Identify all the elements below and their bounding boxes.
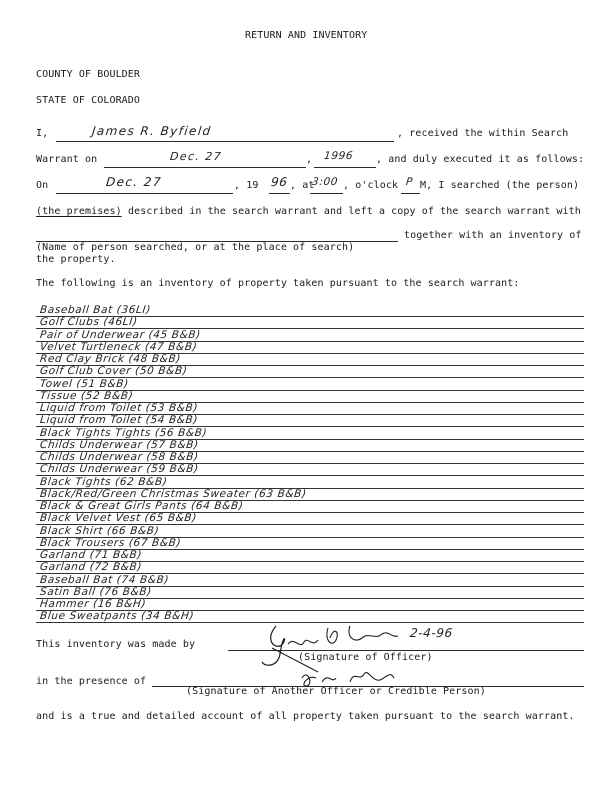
inventory-item-text: Blue Sweatpants (34 B&H) (39, 610, 195, 623)
inventory-item-text: Towel (51 B&B) (39, 377, 130, 390)
presence-prefix: in the presence of (36, 676, 147, 687)
officer-name-handwritten: James R. Byfield (91, 124, 213, 138)
execution-year-rule (269, 193, 290, 194)
premises-selected: (the premises) (36, 206, 122, 217)
name-caption: (Name of person searched, or at the place of search) (36, 242, 355, 253)
warrant-year-rule (314, 167, 376, 168)
inventory-item-text: Black/Red/Green Christmas Sweater (63 B&B) (39, 487, 308, 500)
line3-at: , at (290, 180, 315, 191)
line3-sep: , 19 (234, 180, 259, 191)
warrant-date-handwritten: Dec. 27 (169, 150, 223, 163)
inventory-item-text: Garland (72 B&B) (39, 561, 143, 574)
officer-signature-date: 2-4-96 (409, 626, 454, 640)
inventory-item-text: Satin Ball (76 B&B) (39, 585, 153, 598)
line1-prefix: I, (36, 128, 49, 139)
time-handwritten: 3:00 (311, 176, 339, 188)
inventory-item-text: Liquid from Toilet (54 B&B) (39, 414, 199, 427)
property-caption: the property. (36, 254, 116, 265)
inventory-item-text: Black Tights Tights (56 B&B) (39, 426, 208, 439)
inventory-item-text: Black Tights (62 B&B) (39, 475, 169, 488)
execution-year-handwritten: 96 (270, 175, 289, 189)
line3-suffix: M, I searched (the person) (420, 180, 580, 191)
inventory-item-text: Black & Great Girls Pants (64 B&B) (39, 500, 245, 512)
inventory-item-text: Golf Clubs (46LI) (39, 316, 139, 329)
officer-signature-caption: (Signature of Officer) (298, 652, 433, 663)
inventory-item-text: Golf Club Cover (50 B&B) (39, 365, 189, 378)
state-label: STATE OF COLORADO (36, 95, 141, 106)
warrant-year-handwritten: 1996 (323, 150, 354, 162)
inventory-item-text: Red Clay Brick (48 B&B) (39, 353, 182, 365)
ampm-handwritten: P (405, 176, 414, 188)
witness-signature-caption: (Signature of Another Officer or Credible Person) (186, 686, 486, 697)
line2-sep: , (306, 154, 313, 165)
inventory-item-text: Hammer (16 B&H) (39, 598, 147, 610)
inventory-item-text: Garland (71 B&B) (39, 549, 143, 561)
inventory-item-text: Childs Underwear (57 B&B) (39, 438, 200, 451)
inventory-item-text: Baseball Bat (74 B&B) (39, 573, 170, 586)
line3-prefix: On (36, 180, 49, 191)
inventory-item-text: Baseball Bat (36LI) (39, 304, 152, 316)
inventory-item-text: Pair of Underwear (45 B&B) (39, 328, 202, 341)
line5-suffix: together with an inventory of (404, 230, 582, 241)
line3-oclock: , o'clock (343, 180, 399, 191)
warrant-date-rule (104, 167, 306, 168)
officer-name-rule (56, 141, 394, 142)
inventory-intro: The following is an inventory of property taken pursuant to the search warrant: (36, 278, 520, 289)
inventory-item-text: Liquid from Toilet (53 B&B) (39, 402, 199, 414)
inventory-item-text: Black Velvet Vest (65 B&B) (39, 512, 198, 525)
document-title: RETURN AND INVENTORY (245, 30, 368, 41)
line4-text: described in the search warrant and left a copy of the search warrant with (128, 206, 581, 217)
inventory-item-text: Velvet Turtleneck (47 B&B) (39, 340, 198, 353)
inventory-item-text: Black Shirt (66 B&B) (39, 524, 160, 537)
execution-date-handwritten: Dec. 27 (105, 175, 163, 189)
line1-suffix: , received the within Search (397, 128, 569, 139)
time-rule (310, 193, 343, 194)
inventory-item-text: Childs Underwear (58 B&B) (39, 451, 200, 463)
made-by-prefix: This inventory was made by (36, 639, 196, 650)
inventory-item-text: Black Trousers (67 B&B) (39, 536, 182, 549)
inventory-item-text: Tissue (52 B&B) (39, 389, 134, 402)
county-label: COUNTY OF BOULDER (36, 69, 141, 80)
ampm-rule (401, 193, 420, 194)
line2-suffix: , and duly executed it as follows: (376, 154, 585, 165)
inventory-item-text: Childs Underwear (59 B&B) (39, 463, 200, 476)
line2-prefix: Warrant on (36, 154, 98, 165)
closing-statement: and is a true and detailed account of all property taken pursuant to the search warrant. (36, 711, 575, 722)
execution-date-rule (56, 193, 233, 194)
